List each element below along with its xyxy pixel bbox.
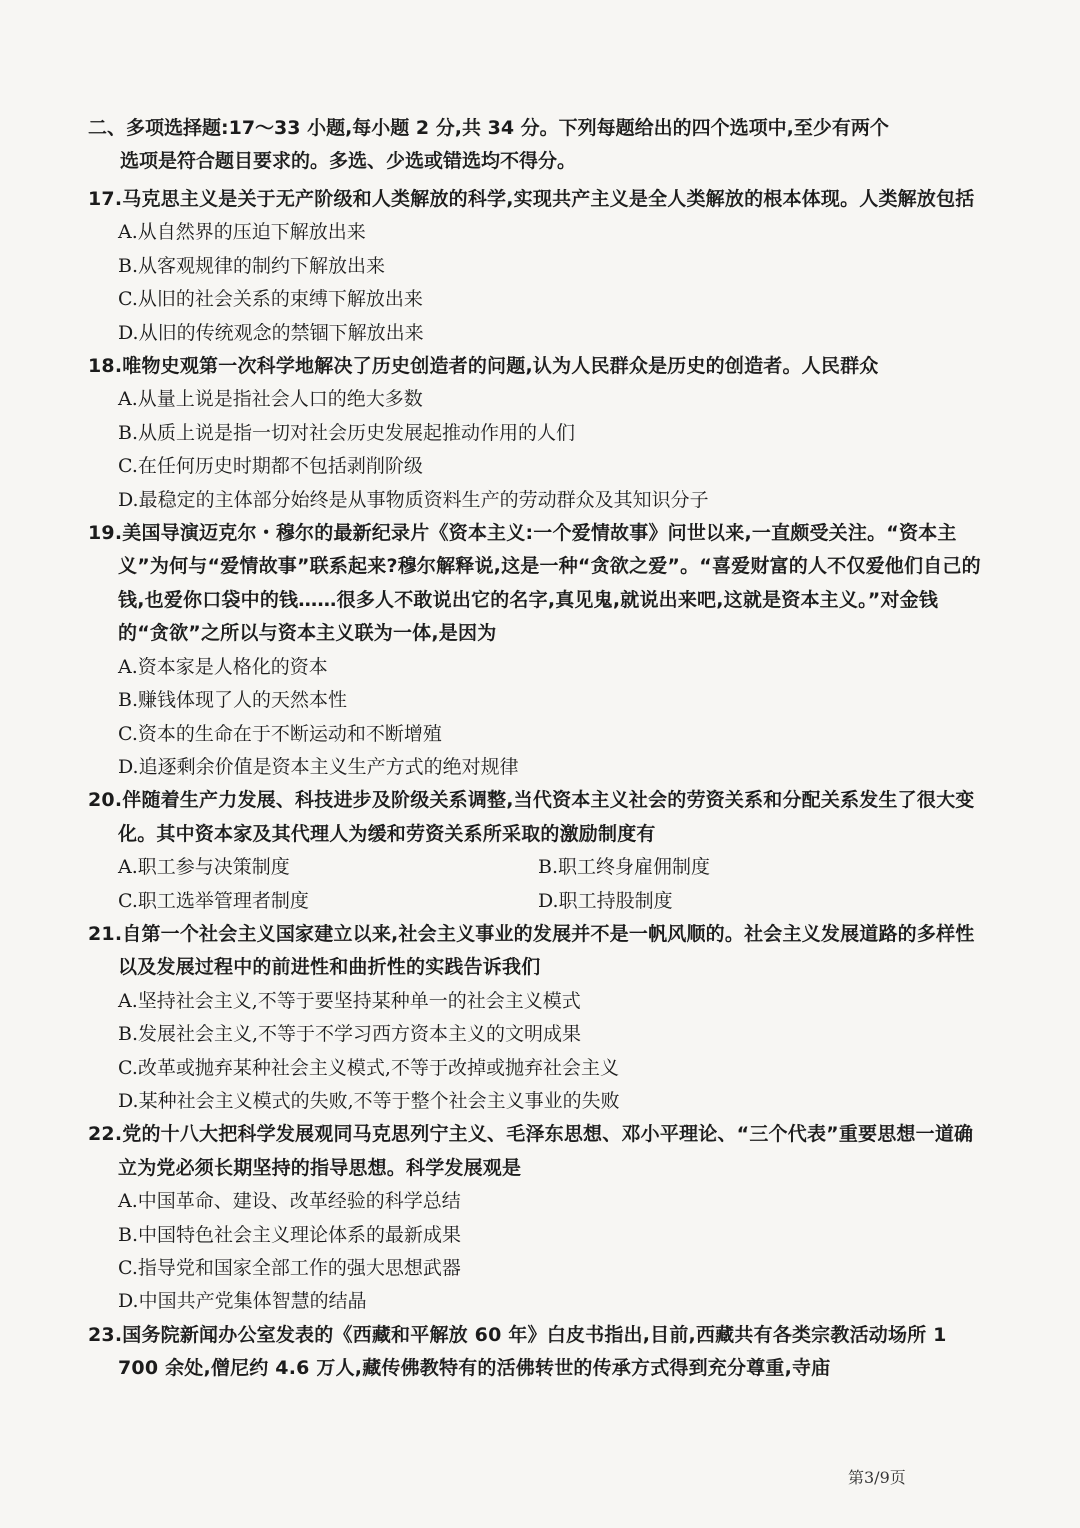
option-a: A.资本家是人格化的资本 [118,655,328,678]
option-d: D.某种社会主义模式的失败,不等于整个社会主义事业的失败 [118,1089,620,1112]
option-b: B.发展社会主义,不等于不学习西方资本主义的文明成果 [118,1023,582,1046]
question-stem: 19.美国导演迈克尔・穆尔的最新纪录片《资本主义:一个爱情故事》问世以来,一直颇受关注。“资本主义”为何与“爱情故事”联系起来?穆尔解释说,这是一种“贪欲之爱”。“喜爱财富的人不仅爱他们自己的钱,也爱你口袋中的钱……很多人不敢说出它的名字,真见鬼,就说出来吧,这就是资本主义。”对金钱的“贪欲”之所以与资本主义联为一体,是因为 [88,522,981,645]
question-20 [88,784,988,918]
page-number: 第3/9页 [848,1468,906,1487]
question-list [88,183,988,1386]
option-a: A.坚持社会主义,不等于要坚持某种单一的社会主义模式 [118,989,581,1012]
question-21 [88,918,988,1118]
option-b: B.中国特色社会主义理论体系的最新成果 [118,1223,462,1246]
question-stem: 17.马克思主义是关于无产阶级和人类解放的科学,实现共产主义是全人类解放的根本体现。人类解放包括 [88,188,975,210]
option-a: A.从量上说是指社会人口的绝大多数 [118,388,423,411]
option-d: D.最稳定的主体部分始终是从事物质资料生产的劳动群众及其知识分子 [118,488,709,511]
question-stem: 23.国务院新闻办公室发表的《西藏和平解放 60 年》白皮书指出,目前,西藏共有各类宗教活动场所 1 700 余处,僧尼约 4.6 万人,藏传佛教特有的活佛转世的传承方式得到充分尊重,寺庙 [88,1323,947,1380]
section-header-line1: 二、多项选择题:17～33 小题,每小题 2 分,共 34 分。下列每题给出的四个选项中,至少有两个 [88,117,889,139]
option-d: D.从旧的传统观念的禁锢下解放出来 [118,321,424,344]
option-d: D.中国共产党集体智慧的结晶 [118,1290,367,1313]
option-c: C.资本的生命在于不断运动和不断增殖 [118,722,442,745]
option-d: D.职工持股制度 [538,889,673,912]
option-b: B.职工终身雇佣制度 [538,856,711,879]
option-d: D.追逐剩余价值是资本主义生产方式的绝对规律 [118,755,519,778]
question-stem: 21.自第一个社会主义国家建立以来,社会主义事业的发展并不是一帆风顺的。社会主义发展道路的多样性以及发展过程中的前进性和曲折性的实践告诉我们 [88,922,975,979]
option-row [88,851,988,884]
question-22 [88,1118,988,1318]
option-c: C.职工选举管理者制度 [118,889,309,912]
option-a: A.中国革命、建设、改革经验的科学总结 [118,1190,461,1213]
option-a: A.职工参与决策制度 [118,856,290,879]
section-header [88,112,988,178]
question-17 [88,183,988,350]
option-c: C.从旧的社会关系的束缚下解放出来 [118,288,423,311]
question-stem: 20.伴随着生产力发展、科技进步及阶级关系调整,当代资本主义社会的劳资关系和分配关系发生了很大变化。其中资本家及其代理人为缓和劳资关系所采取的激励制度有 [88,789,975,845]
option-a: A.从自然界的压迫下解放出来 [118,221,366,244]
option-b: B.从质上说是指一切对社会历史发展起推动作用的人们 [118,421,576,444]
question-19 [88,517,988,784]
question-18 [88,350,988,517]
option-c: C.指导党和国家全部工作的强大思想武器 [118,1257,461,1279]
option-row [88,885,988,918]
question-stem: 18.唯物史观第一次科学地解决了历史创造者的问题,认为人民群众是历史的创造者。人民群众 [88,355,879,378]
option-b: B.从客观规律的制约下解放出来 [118,254,386,277]
option-c: C.在任何历史时期都不包括剥削阶级 [118,455,423,478]
section-header-line2: 选项是符合题目要求的。多选、少选或错选均不得分。 [120,150,577,172]
question-stem: 22.党的十八大把科学发展观同马克思列宁主义、毛泽东思想、邓小平理论、“三个代表”重要思想一道确立为党必须长期坚持的指导思想。科学发展观是 [88,1123,974,1179]
option-b: B.赚钱体现了人的天然本性 [118,689,348,712]
question-23 [88,1319,988,1386]
option-c: C.改革或抛弃某种社会主义模式,不等于改掉或抛弃社会主义 [118,1056,619,1079]
